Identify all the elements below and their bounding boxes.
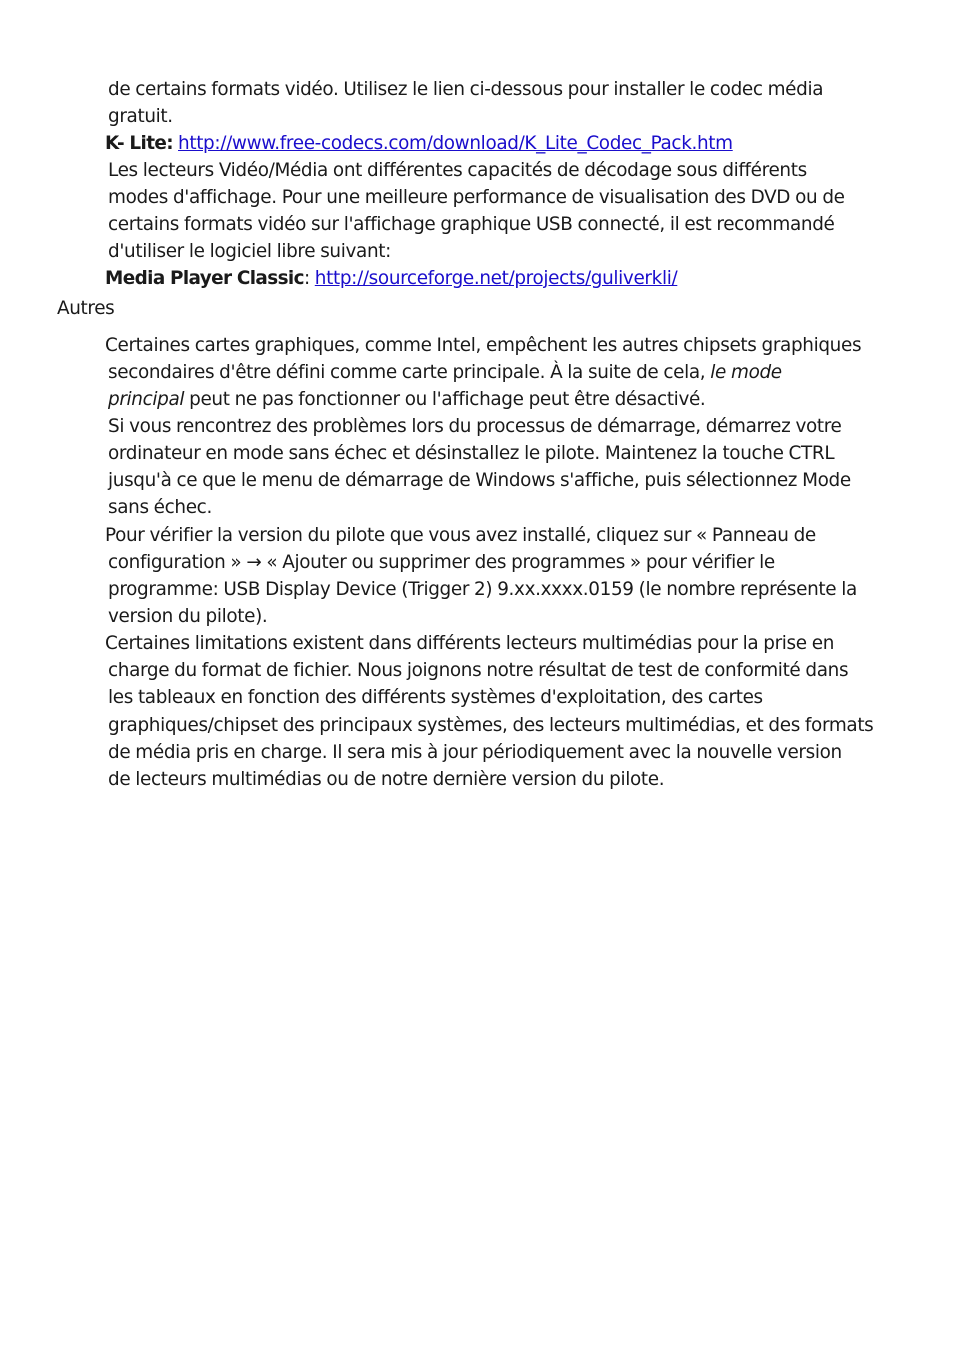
section-heading-autres: Autres	[57, 298, 115, 319]
paragraph-players-line-1: Les lecteurs Vidéo/Média ont différentes capacités de décodage sous différents	[108, 160, 807, 181]
mpc-label: Media Player Classic	[105, 268, 304, 289]
paragraph-players-line-3: certains formats vidéo sur l'affichage graphique USB connecté, il est recommandé	[108, 214, 835, 235]
paragraph-graphics-line-2-text: secondaires d'être défini comme carte principale. À la suite de cela,	[108, 362, 711, 383]
mpc-line	[105, 265, 677, 292]
paragraph-boot-line-1: Si vous rencontrez des problèmes lors du processus de démarrage, démarrez votre	[108, 416, 842, 437]
klite-link[interactable]: http://www.free-codecs.com/download/K_Lite_Codec_Pack.htm	[178, 133, 733, 154]
paragraph-version-line-4: version du pilote).	[108, 606, 268, 627]
paragraph-graphics-line-3-text: peut ne pas fonctionner ou l'affichage peut être désactivé.	[184, 389, 706, 410]
mpc-separator: :	[303, 268, 310, 289]
paragraph-version-line-3: programme: USB Display Device (Trigger 2) 9.xx.xxxx.0159 (le nombre représente la	[108, 579, 857, 600]
paragraph-limits-line-5: de média pris en charge. Il sera mis à jour périodiquement avec la nouvelle version	[108, 742, 842, 763]
paragraph-graphics-line-3	[108, 386, 705, 413]
paragraph-boot-line-2: ordinateur en mode sans échec et désinstallez le pilote. Maintenez la touche CTRL	[108, 443, 835, 464]
paragraph-boot-line-4: sans échec.	[108, 497, 212, 518]
paragraph-limits-line-4: graphiques/chipset des principaux systèmes, des lecteurs multimédias, et des formats	[108, 715, 874, 736]
mpc-link[interactable]: http://sourceforge.net/projects/guliverkli/	[314, 268, 678, 289]
paragraph-boot-line-3: jusqu'à ce que le menu de démarrage de Windows s'affiche, puis sélectionnez Mode	[108, 470, 851, 491]
paragraph-graphics-line-1: Certaines cartes graphiques, comme Intel, empêchent les autres chipsets graphiques	[105, 335, 862, 356]
paragraph-limits-line-6: de lecteurs multimédias ou de notre dernière version du pilote.	[108, 769, 665, 790]
paragraph-version-line-1: Pour vérifier la version du pilote que vous avez installé, cliquez sur « Panneau de	[105, 525, 816, 546]
paragraph-graphics-line-3-italic: principal	[108, 389, 185, 410]
paragraph-players-line-4: d'utiliser le logiciel libre suivant:	[108, 241, 391, 262]
klite-line	[105, 130, 733, 157]
paragraph-players-line-2: modes d'affichage. Pour une meilleure performance de visualisation des DVD ou de	[108, 187, 845, 208]
paragraph-limits-line-2: charge du format de fichier. Nous joignons notre résultat de test de conformité dans	[108, 660, 849, 681]
paragraph-codec-line-2: gratuit.	[108, 106, 173, 127]
paragraph-graphics-line-2-italic: le mode	[710, 362, 782, 383]
paragraph-codec-line-1: de certains formats vidéo. Utilisez le lien ci-dessous pour installer le codec média	[108, 79, 824, 100]
klite-label: K- Lite:	[105, 133, 174, 154]
paragraph-limits-line-1: Certaines limitations existent dans différents lecteurs multimédias pour la prise en	[105, 633, 835, 654]
paragraph-graphics-line-2	[108, 359, 782, 386]
paragraph-version-line-2: configuration » → « Ajouter ou supprimer des programmes » pour vérifier le	[108, 552, 775, 573]
paragraph-limits-line-3: les tableaux en fonction des différents systèmes d'exploitation, des cartes	[108, 687, 763, 708]
